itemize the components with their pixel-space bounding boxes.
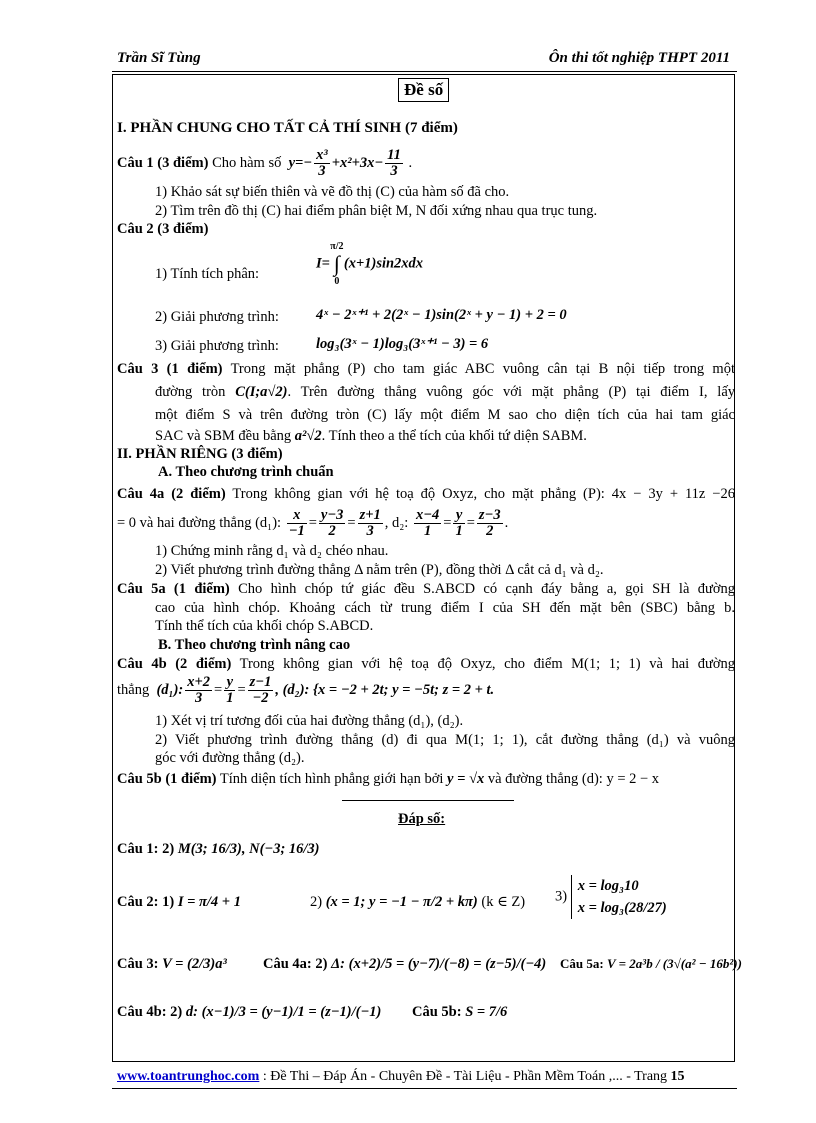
q5a-line-3: Tính thể tích của khối chóp S.ABCD. xyxy=(155,618,374,634)
answer-1-formula: M(3; 16/3), N(−3; 16/3) xyxy=(177,841,320,857)
q1-intro: Cho hàm số xyxy=(212,154,282,171)
footer xyxy=(117,1069,685,1085)
header-author: Trần Sĩ Tùng xyxy=(117,50,201,66)
answer-5a: Câu 5a: V = 2a³b / (3√(a² − 16b²)) xyxy=(560,956,742,971)
answer-2-part-2: 2) (x = 1; y = −1 − π/2 + kπ) (k ∈ Z) xyxy=(310,894,526,910)
q1-label: Câu 1 (3 điểm) xyxy=(117,154,209,171)
answers-title: Đáp số: xyxy=(398,811,446,827)
q2-label: Câu 2 (3 điểm) xyxy=(117,221,209,237)
program-b-heading: B. Theo chương trình nâng cao xyxy=(158,637,351,653)
q3-line-3: một điểm S và trên đường tròn (C) lấy một điểm M sao cho diện tích của hai tam giác xyxy=(155,407,735,423)
header-series: Ôn thi tốt nghiệp THPT 2011 xyxy=(548,50,730,66)
program-a-heading: A. Theo chương trình chuẩn xyxy=(158,464,334,480)
q4a-item-1: 1) Chứng minh rằng d₁ và d₂ chéo nhau. xyxy=(155,543,389,559)
exam-title: Đề số xyxy=(398,78,449,102)
q1-item-1: 1) Khảo sát sự biến thiên và vẽ đồ thị (C) của hàm số đã cho. xyxy=(155,184,510,200)
q1-line: Câu 1 (3 điểm) Cho hàm số y=− $\frac{\text{x³}}{3}$ +x²+3x− $\frac{11}{3}$ . xyxy=(117,147,413,179)
q4a-line-2: = 0 và hai đường thẳng (d₁): $\frac{x}{-1}$ = $\frac{y-3}{2}$ = $\frac{z+1}{3}$ , d₂: $\frac{x-4}{1}$ = $\frac{y}{1}$ = $\frac{z-3}{2}$ . xyxy=(117,507,509,539)
q4b-item-1: 1) Xét vị trí tương đối của hai đường thẳng (d₁), (d₂). xyxy=(155,713,464,729)
q2-item-1: 1) Tính tích phân: xyxy=(155,266,260,282)
q5b-line: Câu 5b (1 điểm) Tính diện tích hình phẳng giới hạn bởi y = √x và đường thẳng (d): y = 2 − x xyxy=(117,771,660,787)
q2-item-3: 3) Giải phương trình: xyxy=(155,338,279,354)
q4a-line-1: Câu 4a (2 điểm) Trong không gian với hệ toạ độ Oxyz, cho mặt phẳng (P): 4x − 3y + 11z −26 xyxy=(117,486,735,502)
header-rule xyxy=(112,71,737,72)
answer-4a: Câu 4a: 2) Δ: (x+2)/5 = (y−7)/(−8) = (z−5)/(−4) xyxy=(263,956,547,972)
q5a-line-2: cao của hình chóp. Khoảng cách từ trung điểm I của SH đến mặt bên (SBC) bằng b. xyxy=(155,600,735,616)
q4b-line-2: thẳng (d₁): $\frac{x+2}{3}$ = $\frac{y}{1}$ = $\frac{z-1}{-2}$ , (d₂): {x = −2 + 2t; y = −5t; z = 2 + t. xyxy=(117,674,495,706)
answer-2-part-3: 3) x = log₃10 x = log₃(28/27) xyxy=(555,875,667,919)
q4b-line-1: Câu 4b (2 điểm) Trong không gian với hệ toạ độ Oxyz, cho điểm M(1; 1; 1) và hai đường xyxy=(117,656,735,672)
answer-4b: Câu 4b: 2) d: (x−1)/3 = (y−1)/1 = (z−1)/(−1) xyxy=(117,1004,382,1020)
q4b-item-3: góc với đường thẳng (d₂). xyxy=(155,750,305,766)
answer-1: Câu 1: 2) M(3; 16/3), N(−3; 16/3) xyxy=(117,841,320,857)
q4a-item-2: 2) Viết phương trình đường thẳng Δ nằm trên (P), đồng thời Δ cắt cả d₁ và d₂. xyxy=(155,562,604,578)
page-number: 15 xyxy=(670,1069,685,1084)
q2-equation-3: log₃(3ˣ − 1)log₃(3ˣ⁺¹ − 3) = 6 xyxy=(316,336,489,352)
q1-formula: y=− $\frac{\text{x³}}{3}$ +x²+3x− $\frac{11}{3}$ xyxy=(288,147,401,179)
answer-2: Câu 2: 1) I = π/4 + 1 xyxy=(117,894,241,910)
part2-heading: II. PHẦN RIÊNG (3 điểm) xyxy=(117,446,283,462)
q1-item-2: 2) Tìm trên đồ thị (C) hai điểm phân biệt M, N đối xứng nhau qua trục tung. xyxy=(155,203,598,219)
footer-rule xyxy=(112,1088,737,1089)
answer-3: Câu 3: V = (2/3)a³ xyxy=(117,956,227,972)
q3-line-4: SAC và SBM đều bằng a²√2. Tính theo a thể tích của khối tứ diện SABM. xyxy=(155,428,587,444)
part1-heading: I. PHẦN CHUNG CHO TẤT CẢ THÍ SINH (7 điểm) xyxy=(117,120,458,136)
footer-link[interactable]: www.toantrunghoc.com xyxy=(117,1069,260,1084)
q5a-line-1: Câu 5a (1 điểm) Cho hình chóp tứ giác đều S.ABCD có cạnh đáy bằng a, gọi SH là đường xyxy=(117,581,735,597)
q3-line-1: Câu 3 (1 điểm) Trong mặt phẳng (P) cho tam giác ABC vuông cân tại B nội tiếp trong một xyxy=(117,361,735,377)
separator xyxy=(342,800,514,801)
footer-text: : Đề Thi – Đáp Án - Chuyên Đề - Tài Liệu - Phần Mềm Toán ,... - Trang xyxy=(259,1069,671,1084)
q2-equation-2: 4ˣ − 2ˣ⁺¹ + 2(2ˣ − 1)sin(2ˣ + y − 1) + 2 = 0 xyxy=(316,307,567,323)
q3-line-2: đường tròn C(I;a√2). Trên đường thẳng vuông góc với mặt phẳng (P) tại điểm I, lấy xyxy=(155,384,735,400)
q4b-item-2: 2) Viết phương trình đường thẳng (d) đi qua M(1; 1; 1), cắt đường thẳng (d₁) và vuông xyxy=(155,732,735,748)
answer-5b: Câu 5b: S = 7/6 xyxy=(412,1004,508,1020)
q2-integral: I= π/2 ∫ 0 (x+1)sin2xdx xyxy=(316,241,424,287)
q2-item-2: 2) Giải phương trình: xyxy=(155,309,279,325)
